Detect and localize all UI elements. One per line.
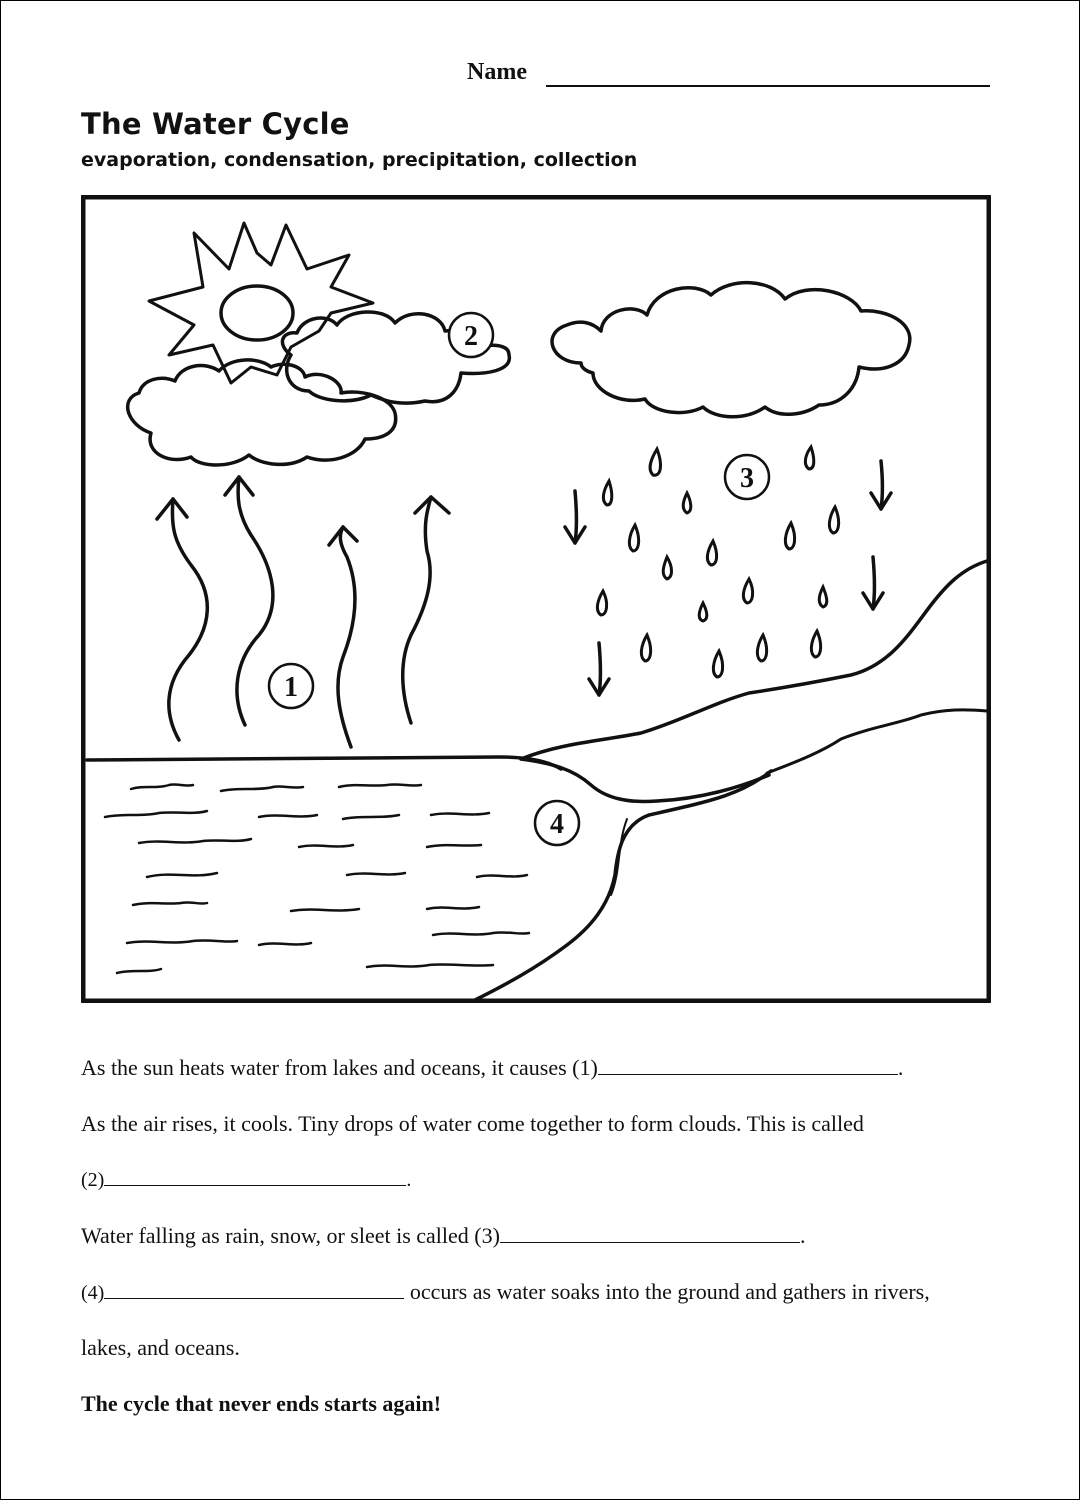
arrow-up-icon [225,477,273,725]
sun-icon [149,223,373,383]
question-1-text: As the sun heats water from lakes and oceans, it causes (1) [81,1055,598,1080]
question-4-continuation: lakes, and oceans. [81,1335,240,1360]
answer-3-blank[interactable] [500,1224,800,1243]
answer-4-blank[interactable] [104,1280,404,1299]
answer-2-blank[interactable] [104,1167,406,1186]
question-2-answer-row: (2) . [81,1169,412,1191]
closing-statement: The cycle that never ends starts again! [81,1391,442,1416]
worksheet-title: The Water Cycle [81,107,350,141]
marker-3 [725,455,769,499]
river-icon [473,771,771,1001]
arrow-down-icon [871,461,891,509]
cloud-icon [128,360,396,465]
marker-1-label: 1 [284,672,298,703]
question-3-text: Water falling as rain, snow, or sleet is called (3) [81,1223,500,1248]
rain-drop-icon [597,447,838,677]
arrow-down-icon [589,643,609,695]
question-2-label: (2) [81,1169,105,1191]
water-cycle-diagram [81,195,991,1003]
marker-2-label: 2 [464,321,478,352]
question-1: As the sun heats water from lakes and oceans, it causes (1) . [81,1055,904,1080]
arrow-down-icon [565,491,585,543]
question-4-text: occurs as water soaks into the ground and gathers in rivers, [404,1279,930,1304]
name-blank[interactable] [546,85,990,87]
arrow-up-icon [403,497,449,723]
arrow-up-icon [157,499,207,740]
arrow-up-icon [329,527,357,747]
answer-1-blank[interactable] [598,1056,898,1075]
question-3: Water falling as rain, snow, or sleet is called (3) . [81,1223,806,1248]
marker-3-label: 3 [740,463,754,494]
cloud-icon [552,283,910,417]
name-label: Name [467,59,527,85]
marker-2 [449,313,493,357]
marker-4-label: 4 [550,809,564,840]
arrow-down-icon [863,557,883,609]
question-4-label: (4) [81,1282,105,1304]
question-2-text: As the air rises, it cools. Tiny drops of water come together to form clouds. This is called [81,1111,864,1136]
marker-1 [269,664,313,708]
water-wave-icon [105,784,529,973]
question-4 [81,1279,930,1305]
word-bank: evaporation, condensation, precipitation, collection [81,149,638,171]
marker-4 [535,801,579,845]
